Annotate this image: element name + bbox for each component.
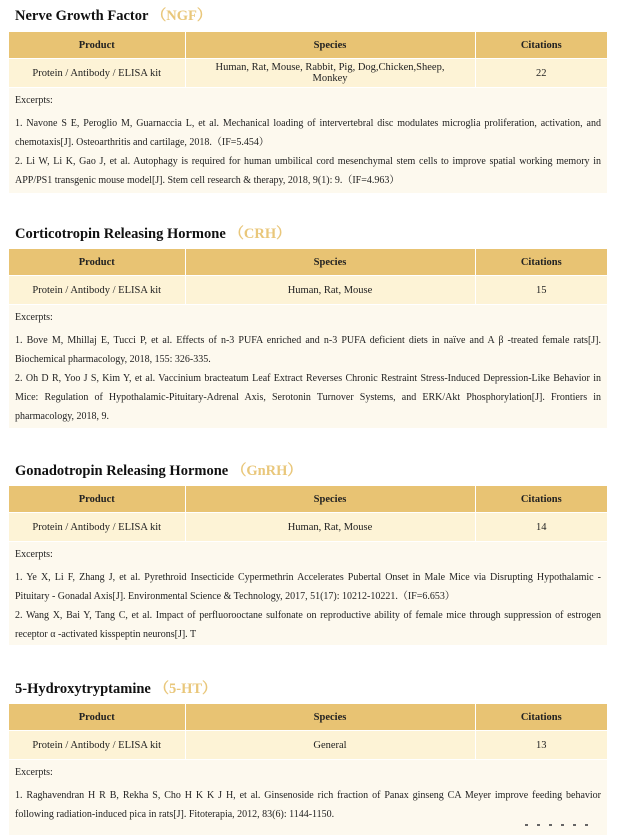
reference-item: 1. Raghavendran H R B, Rekha S, Cho H K K J H, et al. Ginsenoside rich fraction of Panax ginseng CA Meyer improve feeding behavior following radiation-induced pica in rats[J]. Fitoterapia, 2012, 83(6): 1144-1150.: [15, 790, 601, 820]
section-title: [9, 679, 607, 699]
reference-item: 1. Navone S E, Peroglio M, Guarnaccia L, et al. Mechanical loading of intervertebral disc modulates microglia proliferation, activation, and chemotaxis[J]. Osteoarthritis and cartilage, 2018.（IF=5.454）: [15, 118, 601, 148]
header-species: Species: [185, 704, 475, 731]
reference-item: 2. Oh D R, Yoo J S, Kim Y, et al. Vaccinium bracteatum Leaf Extract Reverses Chronic Restraint Stress-Induced Depression-Like Behavior in Mice: Regulation of Hypothalamic-Pituitary-Adrenal Axis, Serotonin Turnover Systems, and ERK/Akt Phosphorylation[J]. Frontiers in pharmacology, 2018, 9.: [15, 373, 601, 422]
section-gnrh: [9, 461, 607, 645]
product-table: [9, 249, 607, 304]
section-title-text: Nerve Growth Factor: [15, 8, 149, 24]
product-table: [9, 486, 607, 541]
cell-species: Human, Rat, Mouse: [185, 513, 475, 542]
cell-product: Protein / Antibody / ELISA kit: [9, 59, 185, 88]
section-title-text: Corticotropin Releasing Hormone: [15, 226, 226, 242]
table-row: [9, 731, 607, 760]
cell-product: Protein / Antibody / ELISA kit: [9, 731, 185, 760]
header-citations: Citations: [475, 249, 607, 276]
section-title: [9, 6, 607, 26]
cell-citations: 15: [475, 276, 607, 305]
excerpts-label: Excerpts:: [15, 549, 53, 560]
table-header-row: [9, 486, 607, 513]
table-row: [9, 513, 607, 542]
section-title-abbr: （GnRH）: [231, 463, 302, 479]
excerpts-block: [9, 759, 607, 835]
header-product: Product: [9, 486, 185, 513]
cell-citations: 22: [475, 59, 607, 88]
section-5ht: [9, 679, 607, 835]
section-title-text: 5-Hydroxytryptamine: [15, 681, 151, 697]
section-title-text: Gonadotropin Releasing Hormone: [15, 463, 229, 479]
header-citations: Citations: [475, 704, 607, 731]
table-row: [9, 59, 607, 88]
section-title: [9, 224, 607, 244]
section-ngf: [9, 6, 607, 193]
header-product: Product: [9, 704, 185, 731]
header-citations: Citations: [475, 32, 607, 59]
section-title: [9, 461, 607, 481]
table-header-row: [9, 32, 607, 59]
cell-product: Protein / Antibody / ELISA kit: [9, 276, 185, 305]
cell-citations: 14: [475, 513, 607, 542]
header-species: Species: [185, 32, 475, 59]
table-header-row: [9, 249, 607, 276]
header-product: Product: [9, 249, 185, 276]
cell-species: General: [185, 731, 475, 760]
excerpts-label: Excerpts:: [15, 767, 53, 778]
excerpts-label: Excerpts:: [15, 95, 53, 106]
reference-item: 1. Bove M, Mhillaj E, Tucci P, et al. Effects of n-3 PUFA enriched and n-3 PUFA deficient diets in naïve and A β -treated female rats[J]. Biochemical pharmacology, 2018, 155: 326-335.: [15, 335, 601, 365]
excerpts-block: [9, 87, 607, 193]
section-title-abbr: （5-HT）: [154, 681, 217, 697]
excerpts-block: [9, 541, 607, 645]
reference-item: 2. Wang X, Bai Y, Tang C, et al. Impact of perfluorooctane sulfonate on reproductive ability of female mice through suppression of estrogen receptor α -activated kisspeptin neurons[J]. T: [15, 610, 601, 640]
reference-item: 2. Li W, Li K, Gao J, et al. Autophagy is required for human umbilical cord mesenchymal stem cells to improve spatial working memory in APP/PS1 transgenic mouse model[J]. Stem cell research & therapy, 2018, 9(1): 9.（IF=4.963）: [15, 156, 601, 186]
cell-citations: 13: [475, 731, 607, 760]
section-title-abbr: （CRH）: [229, 226, 291, 242]
cell-species: Human, Rat, Mouse, Rabbit, Pig, Dog,Chicken,Sheep, Monkey: [185, 59, 475, 88]
header-product: Product: [9, 32, 185, 59]
header-species: Species: [185, 249, 475, 276]
header-citations: Citations: [475, 486, 607, 513]
product-table: [9, 32, 607, 87]
cell-product: Protein / Antibody / ELISA kit: [9, 513, 185, 542]
excerpts-block: [9, 304, 607, 428]
product-table: [9, 704, 607, 759]
cell-species: Human, Rat, Mouse: [185, 276, 475, 305]
section-crh: [9, 224, 607, 428]
header-species: Species: [185, 486, 475, 513]
section-title-abbr: （NGF）: [151, 8, 212, 24]
table-row: [9, 276, 607, 305]
table-header-row: [9, 704, 607, 731]
excerpts-label: Excerpts:: [15, 312, 53, 323]
reference-item: 1. Ye X, Li F, Zhang J, et al. Pyrethroid Insecticide Cypermethrin Accelerates Pubertal Onset in Male Mice via Disrupting Hypothalamic - Pituitary - Gonadal Axis[J]. Environmental Science & Technology, 2017, 51(17): 10212-10221.（IF=6.653）: [15, 572, 601, 602]
page-footer-mark: [525, 824, 605, 833]
